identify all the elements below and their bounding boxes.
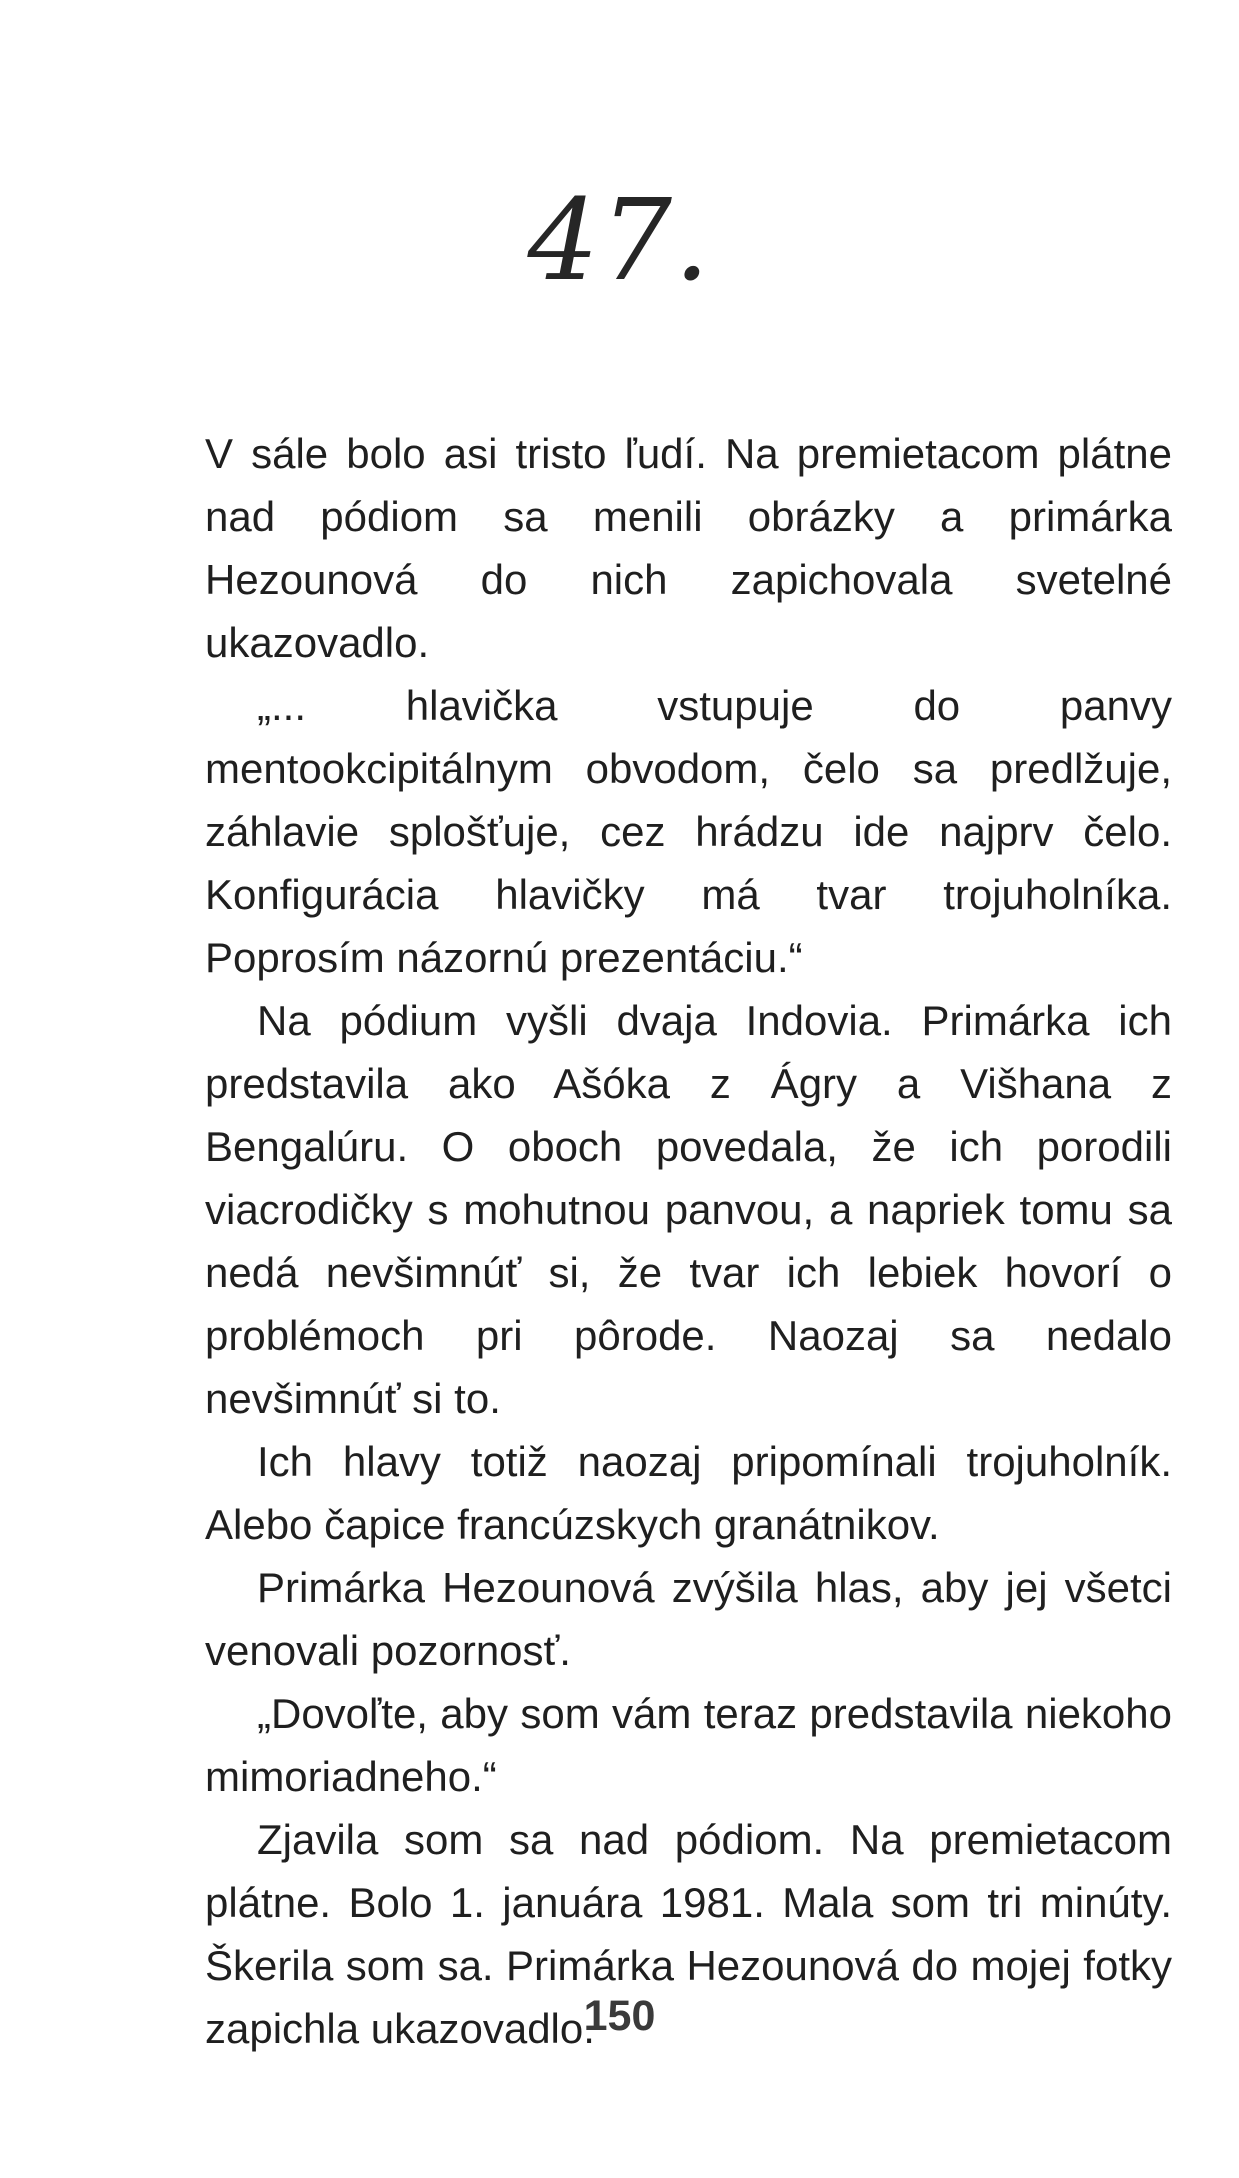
page-number: 150 <box>583 1992 656 2040</box>
page-body <box>205 422 1172 2060</box>
chapter-number: 47. <box>527 176 712 306</box>
paragraph: V sále bolo asi tristo ľudí. Na premietacom plátne nad pódiom sa menili obrázky a primárka Hezounová do nich zapichovala svetelné ukazovadlo. <box>205 430 1172 666</box>
paragraph: Ich hlavy totiž naozaj pripomínali trojuholník. Alebo čapice francúzskych granátnikov. <box>205 1438 1172 1548</box>
paragraph: Na pódium vyšli dvaja Indovia. Primárka ich predstavila ako Ašóka z Ágry a Višhana z Bengalúru. O oboch povedala, že ich porodili viacrodičky s mohutnou panvou, a napriek tomu sa nedá nevšimnúť si, že tvar ich lebiek hovorí o problémoch pri pôrode. Naozaj sa nedalo nevšimnúť si to. <box>205 997 1172 1422</box>
paragraph: „... hlavička vstupuje do panvy mentookcipitálnym obvodom, čelo sa predlžuje, záhlavie splošťuje, cez hrádzu ide najprv čelo. Konfigurácia hlavičky má tvar trojuholníka. Poprosím názornú prezentáciu.“ <box>205 682 1172 981</box>
paragraph: Zjavila som sa nad pódiom. Na premietacom plátne. Bolo 1. januára 1981. Mala som tri minúty. Škerila som sa. Primárka Hezounová do mojej fotky zapichla ukazovadlo. <box>205 1816 1172 2052</box>
paragraph: Primárka Hezounová zvýšila hlas, aby jej všetci venovali pozornosť. <box>205 1564 1172 1674</box>
paragraph: „Dovoľte, aby som vám teraz predstavila niekoho mimoriadneho.“ <box>205 1690 1172 1800</box>
